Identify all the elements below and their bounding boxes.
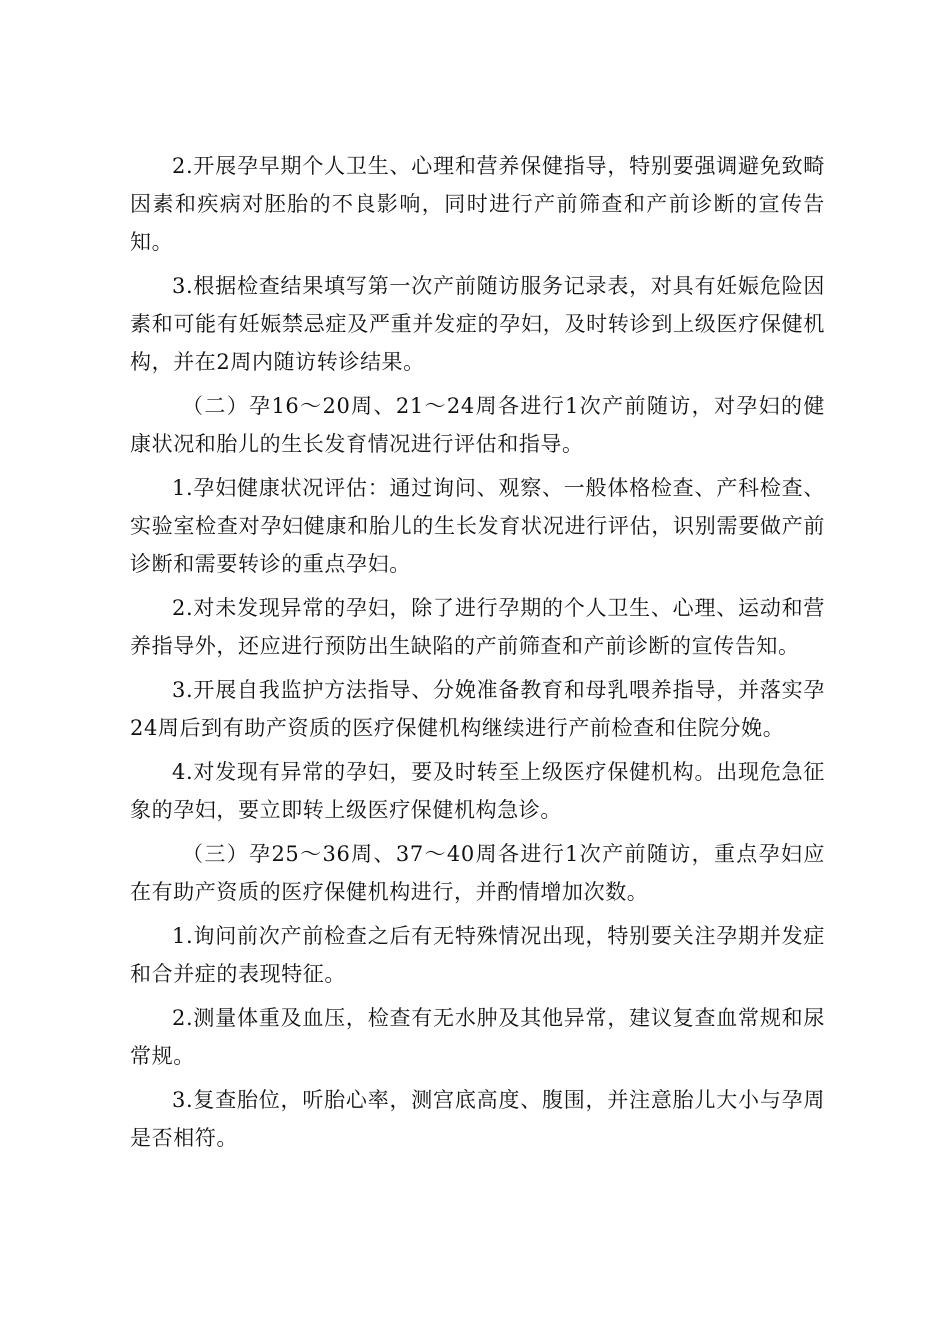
document-body xyxy=(130,147,825,1163)
paragraph-item-3-fetal-position: 3.复查胎位，听胎心率，测宫底高度、腹围，并注意胎儿大小与孕周是否相符。 xyxy=(130,1088,825,1150)
section-heading-25-40-weeks: （三）孕25～36周、37～40周各进行1次产前随访，重点孕妇应在有助产资质的医疗保健机构进行，并酌情增加次数。 xyxy=(130,842,825,904)
paragraph-item-2-weight-bp: 2.测量体重及血压，检查有无水肿及其他异常，建议复查血常规和尿常规。 xyxy=(130,1006,825,1068)
paragraph-item-3-self-monitoring: 3.开展自我监护方法指导、分娩准备教育和母乳喂养指导，并落实孕24周后到有助产资质的医疗保健机构继续进行产前检查和住院分娩。 xyxy=(130,678,825,740)
section-heading-16-24-weeks: （二）孕16～20周、21～24周各进行1次产前随访，对孕妇的健康状况和胎儿的生长发育情况进行评估和指导。 xyxy=(130,394,825,456)
paragraph-item-2-normal-guidance: 2.对未发现异常的孕妇，除了进行孕期的个人卫生、心理、运动和营养指导外，还应进行预防出生缺陷的产前筛查和产前诊断的宣传告知。 xyxy=(130,596,825,658)
paragraph-item-1-health-assessment: 1.孕妇健康状况评估：通过询问、观察、一般体格检查、产科检查、实验室检查对孕妇健康和胎儿的生长发育状况进行评估，识别需要做产前诊断和需要转诊的重点孕妇。 xyxy=(130,476,825,576)
paragraph-item-2-early-guidance: 2.开展孕早期个人卫生、心理和营养保健指导，特别要强调避免致畸因素和疾病对胚胎的不良影响，同时进行产前筛查和产前诊断的宣传告知。 xyxy=(130,154,825,254)
paragraph-item-3-record-referral: 3.根据检查结果填写第一次产前随访服务记录表，对具有妊娠危险因素和可能有妊娠禁忌症及严重并发症的孕妇，及时转诊到上级医疗保健机构，并在2周内随访转诊结果。 xyxy=(130,274,825,374)
paragraph-item-1-inquiry: 1.询问前次产前检查之后有无特殊情况出现，特别要关注孕期并发症和合并症的表现特征。 xyxy=(130,924,825,986)
paragraph-item-4-abnormal-referral: 4.对发现有异常的孕妇，要及时转至上级医疗保健机构。出现危急征象的孕妇，要立即转上级医疗保健机构急诊。 xyxy=(130,760,825,822)
